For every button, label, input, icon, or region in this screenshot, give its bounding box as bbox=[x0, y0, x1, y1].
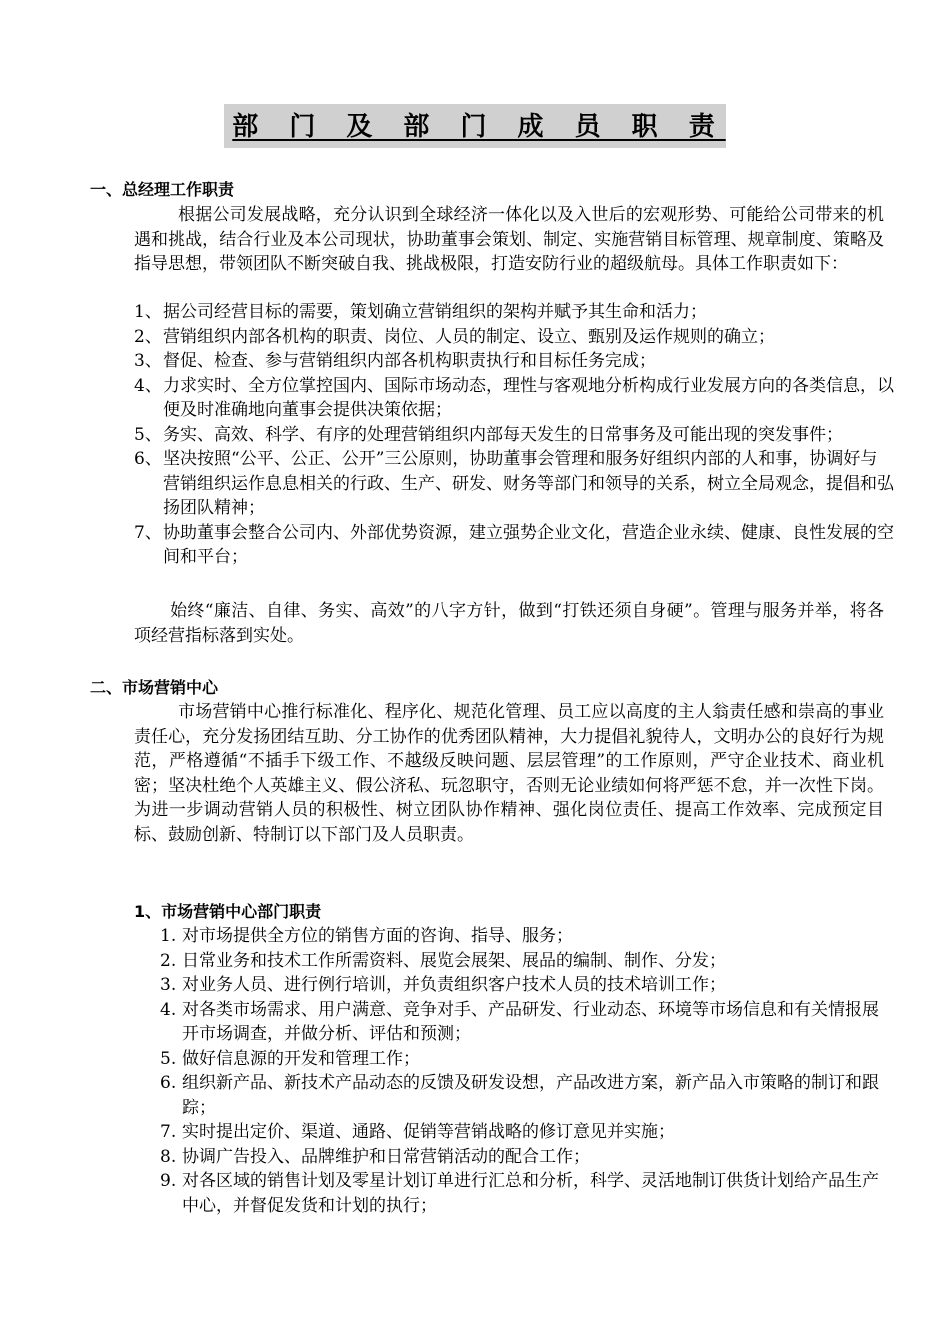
subsection1-duty-item bbox=[160, 924, 890, 949]
subsection1-duty-item-number: 6. bbox=[160, 1073, 177, 1093]
subsection1-duty-item-text: 对各类市场需求、用户满意、竞争对手、产品研发、行业动态、环境等市场信息和有关情报展开市场调查，并做分析、评估和预测； bbox=[182, 999, 879, 1044]
section1-duty-item-number: 7、 bbox=[134, 522, 162, 543]
subsection1-duty-item bbox=[160, 949, 890, 974]
subsection1-duty-item-number: 2. bbox=[160, 950, 177, 971]
section1-duty-item-number: 4、 bbox=[134, 375, 162, 396]
section1-duty-item-number: 1、 bbox=[134, 302, 162, 322]
section1-duty-item bbox=[134, 447, 894, 521]
section1-duty-item-number: 2、 bbox=[134, 326, 162, 347]
subsection1-duty-item bbox=[160, 1047, 890, 1072]
subsection1-duty-item bbox=[160, 1145, 890, 1170]
subsection1-duty-item bbox=[160, 1120, 890, 1145]
section1-duty-item-number: 5、 bbox=[134, 424, 162, 445]
subsection1-heading: 1、市场营销中心部门职责 bbox=[134, 902, 322, 921]
section1-duty-item-number: 3、 bbox=[134, 351, 162, 371]
subsection1-duty-item-text: 组织新产品、新技术产品动态的反馈及研发设想，产品改进方案，新产品入市策略的制订和跟踪； bbox=[182, 1073, 879, 1118]
section1-duty-item bbox=[134, 325, 894, 350]
subsection1-duty-item bbox=[160, 1071, 890, 1120]
subsection1-duty-item bbox=[160, 973, 890, 998]
section1-duty-item-text: 协助董事会整合公司内、外部优势资源，建立强势企业文化，营造企业永续、健康、良性发展的空间和平台； bbox=[163, 522, 894, 567]
subsection1-duty-item-number: 9. bbox=[160, 1171, 177, 1191]
section1-duty-item bbox=[134, 521, 894, 570]
subsection1-duty-item bbox=[160, 998, 890, 1047]
subsection1-duty-item bbox=[160, 1169, 890, 1218]
subsection1-duty-item-number: 4. bbox=[160, 999, 177, 1020]
subsection1-duty-item-number: 8. bbox=[160, 1146, 177, 1167]
section1-duty-item-text: 督促、检查、参与营销组织内部各机构职责执行和目标任务完成； bbox=[163, 351, 656, 371]
subsection1-duty-item-text: 对各区域的销售计划及零星计划订单进行汇总和分析，科学、灵活地制订供货计划给产品生产中心，并督促发货和计划的执行； bbox=[182, 1171, 879, 1216]
subsection1-duty-item-text: 日常业务和技术工作所需资料、展览会展架、展品的编制、制作、分发； bbox=[182, 950, 726, 971]
subsection1-duty-item-text: 对市场提供全方位的销售方面的咨询、指导、服务； bbox=[182, 926, 573, 946]
section2-heading: 二、市场营销中心 bbox=[90, 678, 219, 697]
subsection1-duty-item-number: 5. bbox=[160, 1048, 177, 1069]
section1-duty-item-text: 务实、高效、科学、有序的处理营销组织内部每天发生的日常事务及可能出现的突发事件； bbox=[163, 424, 843, 445]
section1-duty-item-text: 坚决按照“公平、公正、公开”三公原则，协助董事会管理和服务好组织内部的人和事，协调好与营销组织运作息息相关的行政、生产、研发、财务等部门和领导的关系，树立全局观念，提倡和弘扬团队精神； bbox=[163, 449, 894, 518]
section1-duty-item-text: 营销组织内部各机构的职责、岗位、人员的制定、设立、甄别及运作规则的确立； bbox=[163, 326, 775, 347]
section1-duty-list bbox=[134, 300, 894, 570]
page-title: 部 门 及 部 门 成 员 职 责 bbox=[224, 104, 725, 148]
subsection1-duty-item-number: 1. bbox=[160, 926, 177, 946]
section1-duty-item bbox=[134, 300, 894, 325]
subsection1-duty-item-text: 协调广告投入、品牌维护和日常营销活动的配合工作； bbox=[182, 1146, 590, 1167]
section1-duty-item-text: 力求实时、全方位掌控国内、国际市场动态，理性与客观地分析构成行业发展方向的各类信息，以便及时准确地向董事会提供决策依据； bbox=[163, 375, 894, 420]
subsection1-duty-item-text: 对业务人员、进行例行培训，并负责组织客户技术人员的技术培训工作； bbox=[182, 975, 726, 995]
subsection1-duty-item-text: 做好信息源的开发和管理工作； bbox=[182, 1048, 420, 1069]
title-container bbox=[0, 104, 950, 148]
section1-heading: 一、总经理工作职责 bbox=[90, 180, 235, 199]
subsection1-duty-item-number: 3. bbox=[160, 975, 177, 995]
subsection1-duty-list bbox=[160, 924, 890, 1218]
section1-intro: 根据公司发展战略，充分认识到全球经济一体化以及入世后的宏观形势、可能给公司带来的机遇和挑战，结合行业及本公司现状，协助董事会策划、制定、实施营销目标管理、规章制度、策略及指导思想，带领团队不断突破自我、挑战极限，打造安防行业的超级航母。具体工作职责如下： bbox=[134, 205, 884, 274]
section1-duty-item-text: 据公司经营目标的需要，策划确立营销组织的架构并赋予其生命和活力； bbox=[163, 302, 707, 322]
section1-duty-item bbox=[134, 374, 894, 423]
section1-closing: 始终“廉洁、自律、务实、高效”的八字方针，做到“打铁还须自身硬”。管理与服务并举，将各项经营指标落到实处。 bbox=[134, 601, 884, 646]
section1-duty-item-number: 6、 bbox=[134, 449, 162, 469]
subsection1-duty-item-number: 7. bbox=[160, 1122, 177, 1142]
section1-duty-item bbox=[134, 423, 894, 448]
subsection1-duty-item-text: 实时提出定价、渠道、通路、促销等营销战略的修订意见并实施； bbox=[182, 1122, 675, 1142]
section2-intro: 市场营销中心推行标准化、程序化、规范化管理、员工应以高度的主人翁责任感和崇高的事业责任心，充分发扬团结互助、分工协作的优秀团队精神，大力提倡礼貌待人，文明办公的良好行为规范，严格遵循“不插手下级工作、不越级反映问题、层层管理”的工作原则，严守企业技术、商业机密；坚决杜绝个人英雄主义、假公济私、玩忽职守，否则无论业绩如何将严惩不怠，并一次性下岗。为进一步调动营销人员的积极性、树立团队协作精神、强化岗位责任、提高工作效率、完成预定目标、鼓励创新、特制订以下部门及人员职责。 bbox=[134, 702, 884, 845]
section1-duty-item bbox=[134, 349, 894, 374]
